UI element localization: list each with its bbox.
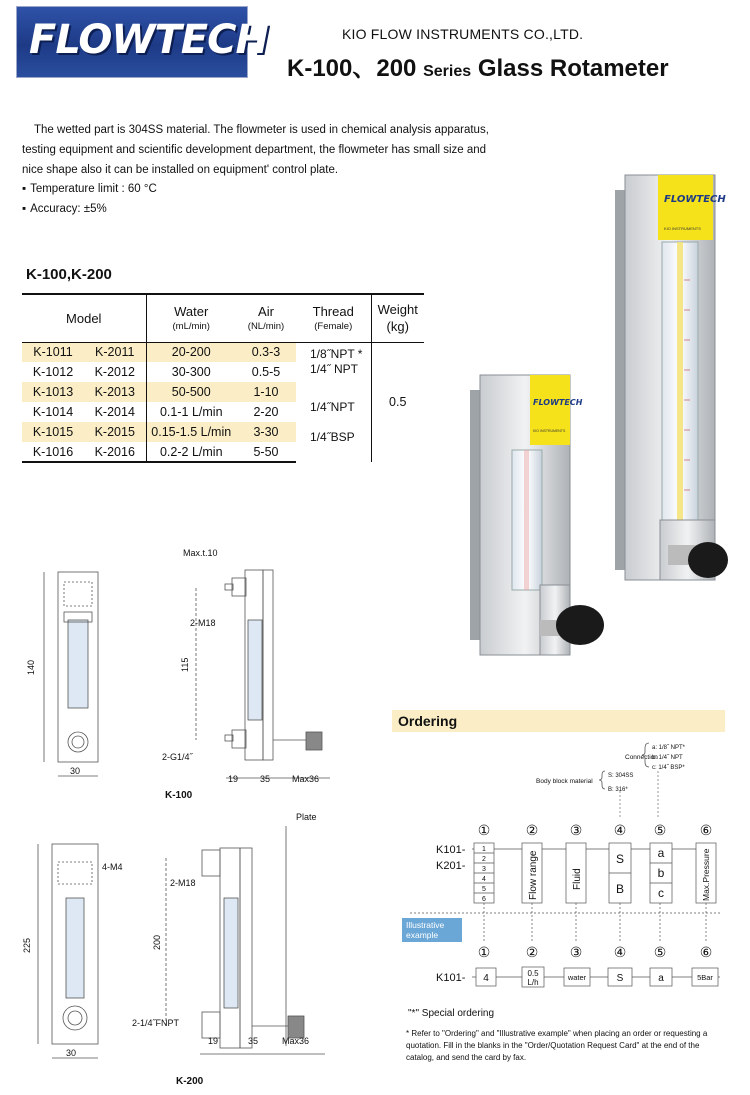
ex-num-2: ②: [525, 944, 539, 960]
col-weight: Weight (kg): [371, 294, 424, 342]
connection-opt-c: c: 1/4˝ BSP*: [652, 765, 685, 771]
conn-b: b: [657, 866, 665, 880]
col-air: Air (NL/min): [236, 294, 296, 342]
bullet-accuracy: ▪ Accuracy: ±5%: [22, 203, 107, 215]
k200-npt: 2-1/4˝FNPT: [132, 1018, 180, 1028]
body-opt-b: B: 316*: [608, 787, 628, 793]
k200-dim-width: 30: [66, 1048, 77, 1058]
weight-value: 0.5: [371, 342, 424, 462]
k100-g: 2-G1/4˝: [162, 752, 193, 762]
thread-group-b: 1/4˝NPT 1/4˝BSP: [310, 399, 355, 444]
special-ordering-note: "*" Special ordering: [408, 1008, 495, 1019]
table-row: K-1012 K-2012 30-300 0.5-5: [22, 362, 424, 382]
spec-table: [22, 293, 424, 463]
photo-logo-small: FLOWTECH: [533, 398, 583, 407]
k100-max36: Max36: [292, 774, 320, 784]
size-1: 1: [482, 846, 486, 853]
table-row: K-1013 K-2013 50-500 1-10 1/4˝NPT 1/4˝BSP: [22, 382, 424, 402]
page-title: [287, 48, 669, 83]
k200-d19: 19: [208, 1036, 219, 1046]
table-title: K-100,K-200: [26, 266, 112, 283]
table-row: K-1016 K-2016 0.2-2 L/min 5-50: [22, 442, 424, 462]
conn-a: a: [657, 846, 665, 860]
flow-range-label: Flow range: [528, 850, 539, 900]
k200-dim-height: 225: [22, 937, 32, 953]
example-flow-bot: L/h: [527, 978, 539, 987]
table-row: K-1015 K-2015 0.15-1.5 L/min 3-30: [22, 422, 424, 442]
ex-num-6: ⑥: [699, 944, 713, 960]
bullet-temperature: ▪ Temperature limit : 60 °C: [22, 183, 157, 195]
k100-drawing: [20, 540, 340, 805]
body-material-label: Body block material: [536, 778, 593, 785]
col-model: Model: [22, 294, 146, 342]
table-row: K-1014 K-2014 0.1-1 L/min 2-20: [22, 402, 424, 422]
connection-label: Connection: [625, 754, 658, 761]
intro-paragraph: The wetted part is 304SS material. The flowmeter is used in chemical analysis apparatus, testing equipment and scientific development department, the flowmeter has small size and nice shape also it can be installed on equipment' control plate.: [22, 124, 489, 176]
table-header-row: [22, 294, 424, 342]
example-prefix: K101-: [436, 972, 466, 984]
fluid-label: Fluid: [572, 868, 583, 890]
example-conn: a: [658, 973, 664, 984]
connection-opt-a: a: 1/8˝ NPT*: [652, 745, 686, 751]
thread-group-a: 1/8˝NPT * 1/4˝ NPT: [310, 347, 363, 377]
valve-knob-big: [688, 542, 728, 578]
ex-num-4: ④: [613, 944, 627, 960]
k100-dim-width: 30: [70, 766, 81, 776]
ordering-diagram: [400, 735, 730, 1003]
k200-d35: 35: [248, 1036, 259, 1046]
photo-label-big: KIO INSTRUMENTS: [664, 226, 701, 231]
photo-logo-big: FLOWTECH: [664, 194, 726, 205]
k100-m18: 2-M18: [190, 618, 216, 628]
k100-label: K-100: [165, 790, 193, 801]
k200-m4: 4-M4: [102, 862, 123, 872]
size-3: 3: [482, 866, 486, 873]
num-5: ⑤: [653, 822, 667, 838]
company-name: KIO FLOW INSTRUMENTS CO.,LTD.: [342, 26, 584, 42]
k200-plate: Plate: [296, 812, 317, 822]
photo-label-small: KIO INSTRUMENTS: [533, 429, 566, 433]
num-3: ③: [569, 822, 583, 838]
ordering-title: Ordering: [398, 713, 458, 729]
logo-text: FLOWTECH: [29, 17, 268, 63]
k100-d35: 35: [260, 774, 271, 784]
k100-dim-height: 140: [26, 659, 36, 675]
ordering-footnote: * Refer to "Ordering" and "Illustrative example" when placing an order or requesting a quotation. Fill in the blanks in the "Order/Quotation Request Card" at the end of the catalog, and send the card by fax.: [406, 1029, 708, 1062]
ex-num-1: ①: [477, 944, 491, 960]
table-row: K-1011 K-2011 20-200 0.3-3 1/8˝NPT * 1/4˝ NPT 0.5: [22, 342, 424, 362]
size-2: 2: [482, 856, 486, 863]
k200-max36: Max36: [282, 1036, 310, 1046]
example-size: 4: [483, 973, 489, 984]
k100-max-t: Max.t.10: [183, 548, 218, 558]
size-6: 6: [482, 896, 486, 903]
size-4: 4: [482, 876, 486, 883]
example-mat: S: [616, 973, 624, 984]
col-thread: Thread (Female): [296, 294, 371, 342]
k200-center: 200: [152, 934, 162, 950]
k200-m18: 2-M18: [170, 878, 196, 888]
title-series: Series: [423, 63, 472, 80]
max-pressure-label: Max.Pressure: [701, 848, 711, 901]
example-flow-top: 0.5: [527, 969, 539, 978]
valve-knob-small: [556, 605, 604, 645]
size-5: 5: [482, 886, 486, 893]
num-6: ⑥: [699, 822, 713, 838]
mat-s: S: [615, 852, 625, 866]
example-press: 5Bar: [697, 973, 713, 982]
ex-num-3: ③: [569, 944, 583, 960]
k100-d19: 19: [228, 774, 239, 784]
k200-drawing: [20, 808, 340, 1090]
body-opt-s: S: 304SS: [608, 773, 634, 779]
prefix-k201: K201-: [436, 860, 466, 872]
num-1: ①: [477, 822, 491, 838]
conn-c: c: [658, 886, 664, 900]
prefix-k101: K101-: [436, 844, 466, 856]
k200-label: K-200: [176, 1076, 204, 1087]
num-4: ④: [613, 822, 627, 838]
product-photo: [440, 160, 740, 660]
k100-center: 115: [180, 657, 190, 672]
title-rest: Glass Rotameter: [477, 55, 669, 82]
illustrative-text-1: Illustrative: [406, 920, 445, 930]
connection-opt-b: b: 1/4˝ NPT: [652, 755, 683, 761]
mat-b: B: [615, 882, 625, 896]
illustrative-text-2: example: [406, 930, 439, 940]
num-2: ②: [525, 822, 539, 838]
title-main: K-100、200: [287, 55, 417, 82]
brand-logo: [16, 6, 268, 78]
example-fluid: water: [567, 973, 587, 982]
ex-num-5: ⑤: [653, 944, 667, 960]
col-water: Water (mL/min): [146, 294, 236, 342]
